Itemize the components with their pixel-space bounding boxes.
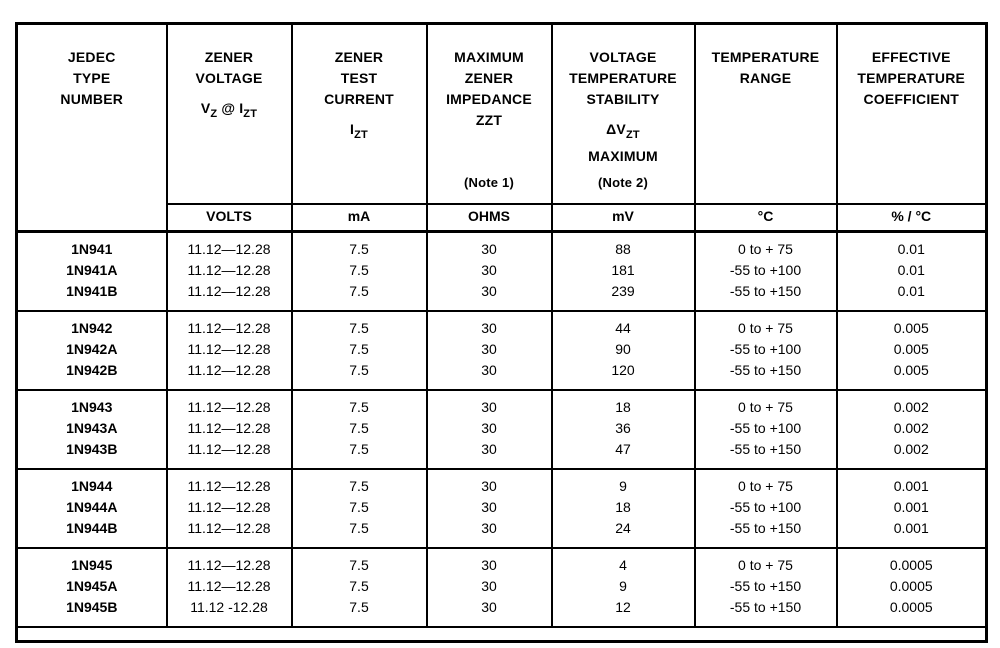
- cell-stability: 90: [552, 339, 695, 360]
- cell-zener-voltage: 11.12—12.28: [167, 390, 292, 418]
- cell-test-current: 7.5: [292, 518, 427, 548]
- cell-stability: 18: [552, 497, 695, 518]
- cell-temp-range: -55 to +150: [695, 439, 837, 469]
- cell-test-current: 7.5: [292, 311, 427, 339]
- group-1n945: [17, 548, 987, 627]
- table-row: [17, 311, 987, 339]
- header-line: TEMPERATURE: [711, 49, 820, 65]
- header-line: COEFFICIENT: [863, 91, 960, 107]
- unit-volts: VOLTS: [167, 204, 292, 232]
- header-line: MAXIMUM: [588, 147, 658, 164]
- header-line: ZENER: [334, 49, 384, 65]
- symbol-subscript: ZT: [625, 128, 640, 141]
- header-line: RANGE: [739, 70, 792, 86]
- cell-impedance: 30: [427, 469, 552, 497]
- table-row: [17, 576, 987, 597]
- unit-celsius: °C: [695, 204, 837, 232]
- cell-impedance: 30: [427, 576, 552, 597]
- empty-footer-row: [17, 627, 987, 641]
- cell-type-number: 1N943: [17, 390, 167, 418]
- symbol-subscript: ZT: [243, 107, 258, 120]
- unit-millivolts: mV: [552, 204, 695, 232]
- header-line: ZZT: [475, 112, 503, 128]
- cell-stability: 36: [552, 418, 695, 439]
- header-max-zener-impedance: [427, 24, 552, 204]
- cell-zener-voltage: 11.12—12.28: [167, 232, 292, 261]
- cell-type-number: 1N944: [17, 469, 167, 497]
- cell-type-number: 1N944B: [17, 518, 167, 548]
- cell-type-number: 1N945B: [17, 597, 167, 627]
- cell-temp-range: -55 to +150: [695, 360, 837, 390]
- symbol-base: I: [350, 121, 355, 137]
- header-line: TYPE: [73, 70, 111, 86]
- header-line: TEST: [340, 70, 378, 86]
- header-row: [17, 24, 987, 204]
- delta-vzt-symbol: [553, 119, 694, 146]
- cell-test-current: 7.5: [292, 576, 427, 597]
- cell-type-number: 1N941: [17, 232, 167, 261]
- cell-temp-coefficient: 0.001: [837, 518, 987, 548]
- cell-test-current: 7.5: [292, 260, 427, 281]
- cell-temp-range: 0 to + 75: [695, 311, 837, 339]
- cell-type-number: 1N942B: [17, 360, 167, 390]
- header-voltage-temperature-stability: [552, 24, 695, 204]
- cell-impedance: 30: [427, 260, 552, 281]
- cell-zener-voltage: 11.12—12.28: [167, 469, 292, 497]
- cell-temp-coefficient: 0.0005: [837, 576, 987, 597]
- note-2-reference: (Note 2): [598, 174, 648, 190]
- cell-temp-range: -55 to +100: [695, 339, 837, 360]
- cell-type-number: 1N941A: [17, 260, 167, 281]
- header-line: CURRENT: [324, 91, 394, 107]
- symbol-base: V: [200, 100, 211, 116]
- symbol-base: ΔV: [606, 121, 626, 137]
- table-row: [17, 260, 987, 281]
- cell-type-number: 1N944A: [17, 497, 167, 518]
- table-row: [17, 518, 987, 548]
- cell-stability: 18: [552, 390, 695, 418]
- cell-test-current: 7.5: [292, 469, 427, 497]
- header-line: TEMPERATURE: [569, 70, 677, 86]
- cell-type-number: 1N941B: [17, 281, 167, 311]
- table-row: [17, 548, 987, 576]
- cell-temp-range: -55 to +100: [695, 497, 837, 518]
- cell-zener-voltage: 11.12—12.28: [167, 281, 292, 311]
- header-line: NUMBER: [60, 91, 124, 107]
- cell-test-current: 7.5: [292, 281, 427, 311]
- table-row: [17, 597, 987, 627]
- header-effective-temp-coefficient: [837, 24, 987, 204]
- cell-temp-coefficient: 0.001: [837, 469, 987, 497]
- cell-temp-range: -55 to +150: [695, 576, 837, 597]
- cell-test-current: 7.5: [292, 548, 427, 576]
- cell-impedance: 30: [427, 390, 552, 418]
- cell-test-current: 7.5: [292, 339, 427, 360]
- cell-test-current: 7.5: [292, 497, 427, 518]
- symbol-at: @: [221, 100, 236, 116]
- cell-impedance: 30: [427, 597, 552, 627]
- group-1n942: [17, 311, 987, 390]
- unit-percent-per-celsius: % / °C: [837, 204, 987, 232]
- cell-stability: 47: [552, 439, 695, 469]
- table-row: [17, 497, 987, 518]
- cell-impedance: 30: [427, 339, 552, 360]
- cell-temp-coefficient: 0.001: [837, 497, 987, 518]
- cell-stability: 4: [552, 548, 695, 576]
- cell-temp-range: -55 to +150: [695, 518, 837, 548]
- cell-zener-voltage: 11.12—12.28: [167, 497, 292, 518]
- table-row: [17, 339, 987, 360]
- header-line: JEDEC: [67, 49, 116, 65]
- cell-temp-coefficient: 0.0005: [837, 548, 987, 576]
- cell-temp-coefficient: 0.002: [837, 439, 987, 469]
- header-line: VOLTAGE: [195, 70, 263, 86]
- cell-impedance: 30: [427, 418, 552, 439]
- table-row: [17, 281, 987, 311]
- cell-stability: 44: [552, 311, 695, 339]
- header-temperature-range: [695, 24, 837, 204]
- vz-at-izt-symbol: [168, 98, 291, 125]
- cell-impedance: 30: [427, 497, 552, 518]
- cell-zener-voltage: 11.12—12.28: [167, 339, 292, 360]
- cell-impedance: 30: [427, 439, 552, 469]
- cell-zener-voltage: 11.12—12.28: [167, 360, 292, 390]
- empty-cell: [17, 627, 987, 641]
- header-line: EFFECTIVE: [871, 49, 951, 65]
- table-row: [17, 418, 987, 439]
- cell-test-current: 7.5: [292, 360, 427, 390]
- zener-characteristics-table: [15, 22, 988, 643]
- header-zener-voltage: [167, 24, 292, 204]
- symbol-subscript: Z: [210, 107, 218, 120]
- header-line: IMPEDANCE: [446, 91, 532, 107]
- unit-ohms: OHMS: [427, 204, 552, 232]
- cell-impedance: 30: [427, 311, 552, 339]
- cell-test-current: 7.5: [292, 439, 427, 469]
- unit-milliamps: mA: [292, 204, 427, 232]
- cell-temp-range: 0 to + 75: [695, 548, 837, 576]
- group-1n941: [17, 232, 987, 312]
- cell-zener-voltage: 11.12—12.28: [167, 518, 292, 548]
- cell-zener-voltage: 11.12—12.28: [167, 311, 292, 339]
- symbol-base: I: [239, 100, 244, 116]
- cell-test-current: 7.5: [292, 232, 427, 261]
- header-line: TEMPERATURE: [857, 70, 966, 86]
- cell-type-number: 1N943B: [17, 439, 167, 469]
- header-line: VOLTAGE: [589, 49, 657, 65]
- cell-temp-coefficient: 0.01: [837, 232, 987, 261]
- header-zener-test-current: [292, 24, 427, 204]
- cell-stability: 239: [552, 281, 695, 311]
- note-1-reference: (Note 1): [464, 174, 514, 190]
- cell-type-number: 1N945A: [17, 576, 167, 597]
- cell-temp-coefficient: 0.01: [837, 281, 987, 311]
- cell-zener-voltage: 11.12—12.28: [167, 439, 292, 469]
- cell-zener-voltage: 11.12—12.28: [167, 548, 292, 576]
- header-line: MAXIMUM: [454, 49, 524, 65]
- cell-type-number: 1N945: [17, 548, 167, 576]
- cell-zener-voltage: 11.12—12.28: [167, 260, 292, 281]
- cell-stability: 9: [552, 469, 695, 497]
- cell-temp-coefficient: 0.0005: [837, 597, 987, 627]
- cell-test-current: 7.5: [292, 390, 427, 418]
- cell-test-current: 7.5: [292, 597, 427, 627]
- group-1n943: [17, 390, 987, 469]
- cell-impedance: 30: [427, 281, 552, 311]
- cell-temp-coefficient: 0.005: [837, 360, 987, 390]
- cell-temp-range: 0 to + 75: [695, 232, 837, 261]
- cell-stability: 24: [552, 518, 695, 548]
- cell-temp-range: 0 to + 75: [695, 469, 837, 497]
- cell-zener-voltage: 11.12—12.28: [167, 576, 292, 597]
- cell-stability: 9: [552, 576, 695, 597]
- cell-temp-coefficient: 0.002: [837, 390, 987, 418]
- table-row: [17, 469, 987, 497]
- cell-temp-range: -55 to +100: [695, 260, 837, 281]
- symbol-subscript: ZT: [354, 128, 368, 141]
- cell-temp-coefficient: 0.005: [837, 311, 987, 339]
- cell-impedance: 30: [427, 518, 552, 548]
- cell-zener-voltage: 11.12 -12.28: [167, 597, 292, 627]
- cell-impedance: 30: [427, 232, 552, 261]
- header-line: STABILITY: [586, 91, 660, 107]
- table-row: [17, 360, 987, 390]
- cell-zener-voltage: 11.12—12.28: [167, 418, 292, 439]
- cell-stability: 88: [552, 232, 695, 261]
- izt-symbol: [293, 119, 426, 146]
- cell-temp-range: -55 to +150: [695, 597, 837, 627]
- group-1n944: [17, 469, 987, 548]
- header-line: ZENER: [464, 70, 514, 86]
- cell-temp-coefficient: 0.005: [837, 339, 987, 360]
- cell-impedance: 30: [427, 360, 552, 390]
- table-row: [17, 390, 987, 418]
- cell-type-number: 1N943A: [17, 418, 167, 439]
- header-jedec-type-number: [17, 24, 167, 232]
- cell-type-number: 1N942A: [17, 339, 167, 360]
- cell-temp-coefficient: 0.01: [837, 260, 987, 281]
- cell-temp-coefficient: 0.002: [837, 418, 987, 439]
- cell-temp-range: 0 to + 75: [695, 390, 837, 418]
- header-line: ZENER: [204, 49, 254, 65]
- table-row: [17, 232, 987, 261]
- cell-stability: 12: [552, 597, 695, 627]
- cell-stability: 120: [552, 360, 695, 390]
- table-row: [17, 439, 987, 469]
- cell-type-number: 1N942: [17, 311, 167, 339]
- cell-temp-range: -55 to +100: [695, 418, 837, 439]
- cell-test-current: 7.5: [292, 418, 427, 439]
- cell-stability: 181: [552, 260, 695, 281]
- cell-impedance: 30: [427, 548, 552, 576]
- cell-temp-range: -55 to +150: [695, 281, 837, 311]
